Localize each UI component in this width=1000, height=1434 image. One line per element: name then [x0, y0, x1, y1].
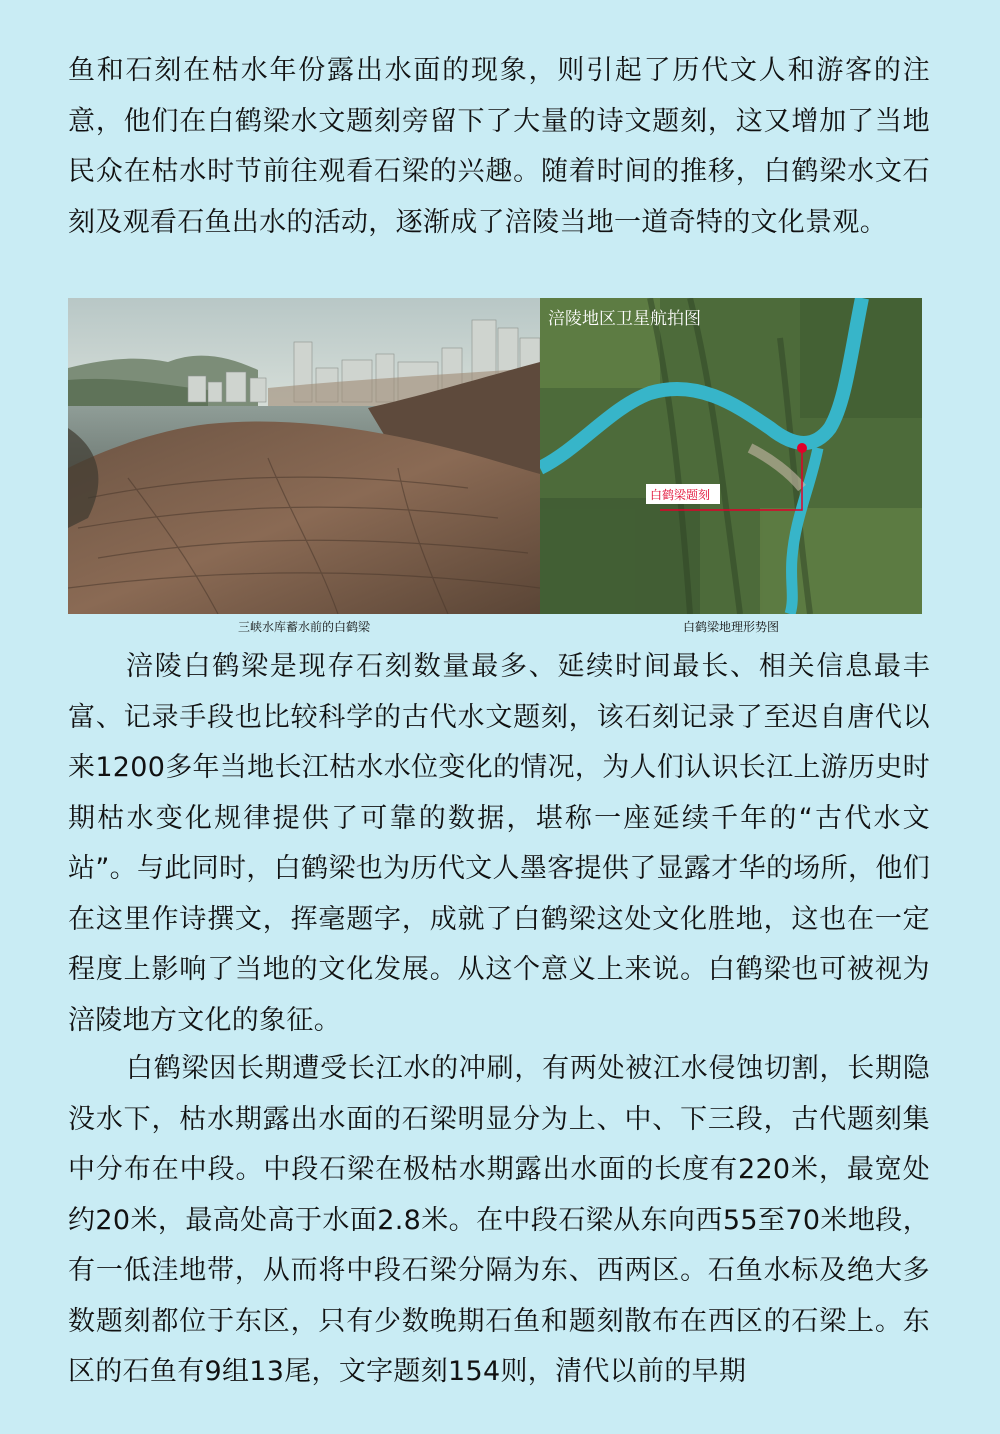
paragraph-3: 白鹤梁因长期遭受长江水的冲刷，有两处被江水侵蚀切割，长期隐没水下，枯水期露出水面的石梁明显分为上、中、下三段，古代题刻集中分布在中段。中段石梁在极枯水期露出水面的长度有220米，最宽处约20米，最高处高于水面2.8米。在中段石梁从东向西55至70米地段，有一低洼地带，从而将中段石梁分隔为东、西两区。石鱼水标及绝大多数题刻都位于东区，只有少数晚期石鱼和题刻散布在西区的石梁上。东区的石鱼有9组13尾，文字题刻154则，清代以前的早期 — [68, 1053, 930, 1387]
satellite-map-fuling — [540, 298, 922, 614]
photo-illustration — [68, 298, 540, 614]
paragraph-1: 鱼和石刻在枯水年份露出水面的现象，则引起了历代文人和游客的注意，他们在白鹤梁水文题刻旁留下了大量的诗文题刻，这又增加了当地民众在枯水时节前往观看石梁的兴趣。随着时间的推移，白鹤梁水文石刻及观看石鱼出水的活动，逐渐成了涪陵当地一道奇特的文化景观。 — [68, 55, 930, 238]
paragraph-2: 涪陵白鹤梁是现存石刻数量最多、延续时间最长、相关信息最丰富、记录手段也比较科学的古代水文题刻，该石刻记录了至迟自唐代以来1200多年当地长江枯水水位变化的情况，为人们认识长江上游历史时期枯水变化规律提供了可靠的数据，堪称一座延续千年的“古代水文站”。与此同时，白鹤梁也为历代文人墨客提供了显露才华的场所，他们在这里作诗撰文，挥毫题字，成就了白鹤梁这处文化胜地，这也在一定程度上影响了当地的文化发展。从这个意义上来说。白鹤梁也可被视为涪陵地方文化的象征。 — [68, 651, 930, 1036]
map-marker-dot — [797, 443, 807, 453]
map-title: 涪陵地区卫星航拍图 — [548, 309, 701, 329]
caption-right: 白鹤梁地理形势图 — [682, 620, 779, 634]
photo-baiheliang-before-impoundment — [68, 298, 540, 614]
satellite-map-illustration — [540, 298, 922, 614]
map-marker-label: 白鹤梁题刻 — [650, 488, 711, 502]
caption-left: 三峡水库蓄水前的白鹤梁 — [237, 620, 370, 634]
